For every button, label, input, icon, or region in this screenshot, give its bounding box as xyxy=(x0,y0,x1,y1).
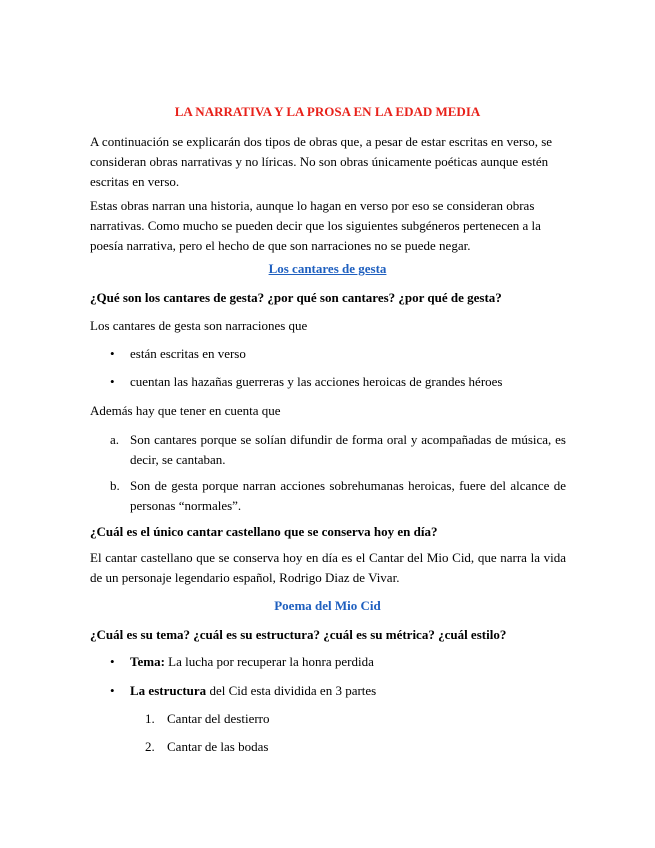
list-marker: b. xyxy=(110,478,120,493)
list-item-text: están escritas en verso xyxy=(130,346,246,361)
section-heading-cantares[interactable]: Los cantares de gesta xyxy=(268,261,387,276)
list-marker: a. xyxy=(110,432,120,447)
term-description: del Cid esta dividida en 3 partes xyxy=(206,683,377,698)
list-item-text: Cantar de las bodas xyxy=(167,739,269,754)
list-item xyxy=(110,430,566,470)
bullet-icon: • xyxy=(110,374,115,389)
note-lead: Además hay que tener en cuenta que xyxy=(90,403,281,418)
term-description: La lucha por recuperar la honra perdida xyxy=(164,654,374,669)
list-marker: 1. xyxy=(145,711,155,726)
list-item-text: cuentan las hazañas guerreras y las acciones heroicas de grandes héroes xyxy=(130,374,503,389)
section-heading-poema: Poema del Mio Cid xyxy=(274,598,381,613)
document-title: LA NARRATIVA Y LA PROSA EN LA EDAD MEDIA xyxy=(174,104,481,119)
list-item-text: Son de gesta porque narran acciones sobrehumanas heroicas, fuere del alcance de personas “normales”. xyxy=(130,478,566,513)
answer-1-lead: Los cantares de gesta son narraciones que xyxy=(90,318,308,333)
bullet-icon: • xyxy=(110,346,115,361)
question-1: ¿Qué son los cantares de gesta? ¿por qué son cantares? ¿por qué de gesta? xyxy=(90,290,502,305)
list-item-text: Cantar del destierro xyxy=(167,711,270,726)
answer-2: El cantar castellano que se conserva hoy en día es el Cantar del Mio Cid, que narra la vida de un personaje legendario español, Rodrigo Diaz de Vivar. xyxy=(90,550,566,585)
list-item-text: Son cantares porque se solían difundir de forma oral y acompañadas de música, es decir, se cantaban. xyxy=(130,432,566,467)
list-item-text xyxy=(130,682,376,700)
question-3: ¿Cuál es su tema? ¿cuál es su estructura? ¿cuál es su métrica? ¿cuál estilo? xyxy=(90,627,507,642)
list-marker: 2. xyxy=(145,739,155,754)
intro-paragraph-2: Estas obras narran una historia, aunque lo hagan en verso por eso se consideran obras narrativas. Como mucho se pueden decir que los siguientes subgéneros pertenecen a la poesía narrativa, pero el hecho de que son narraciones no se puede negar. xyxy=(90,198,541,253)
bullet-icon: • xyxy=(110,683,115,698)
list-item-text xyxy=(130,653,374,671)
term-label: La estructura xyxy=(130,683,207,698)
question-2: ¿Cuál es el único cantar castellano que se conserva hoy en día? xyxy=(90,524,438,539)
term-label: Tema: xyxy=(130,654,165,669)
list-item xyxy=(110,476,566,516)
intro-paragraph-1: A continuación se explicarán dos tipos de obras que, a pesar de estar escritas en verso, se consideran obras narrativas y no líricas. No son obras únicamente poéticas aunque estén escritas en verso. xyxy=(90,134,553,189)
bullet-icon: • xyxy=(110,654,115,669)
